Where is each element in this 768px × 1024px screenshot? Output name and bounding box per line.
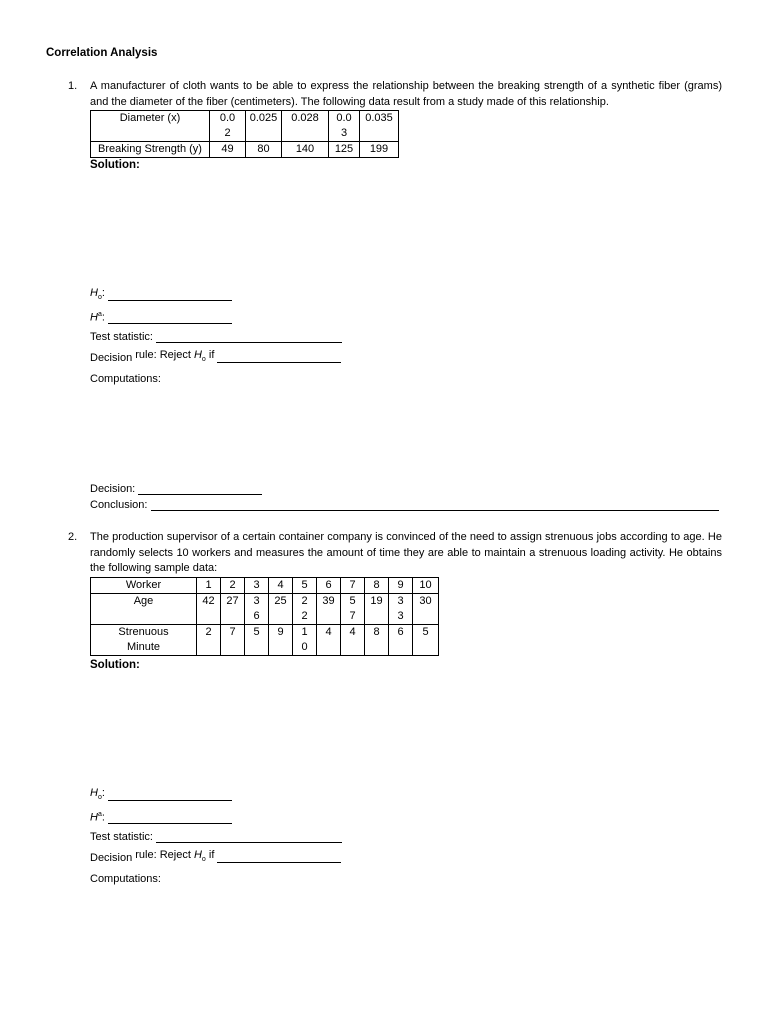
table-cell: 19: [365, 594, 389, 625]
question-1-number: 1.: [68, 80, 78, 92]
decision-rule-label: Decision: [90, 352, 133, 364]
table-row-label: Age: [91, 594, 197, 625]
table-cell: 49: [210, 142, 246, 158]
document-title: Correlation Analysis: [46, 47, 158, 59]
table-cell: 125: [329, 142, 360, 158]
table-cell: 8: [365, 625, 389, 656]
question-2-solution-label: Solution:: [90, 659, 140, 671]
table-cell: 7: [341, 578, 365, 594]
h-symbol: H: [90, 287, 98, 299]
decision-rule-if: if: [208, 849, 215, 861]
question-2-table: [90, 577, 439, 656]
table-cell: 4: [269, 578, 293, 594]
table-cell: 27: [221, 594, 245, 625]
table-row-label: Worker: [91, 578, 197, 594]
question-2-null-hypothesis: $H_o$:: [90, 787, 232, 801]
table-cell: 5: [413, 625, 439, 656]
question-2-number: 2.: [68, 531, 78, 543]
table-cell: 5: [293, 578, 317, 594]
h-subscript: o: [201, 856, 206, 864]
h-subscript: o: [201, 356, 206, 364]
question-1-table: [90, 110, 399, 158]
question-2-text: The production supervisor of a certain container company is convinced of the need to assign strenuous jobs according to age. He randomly selects 10 workers and measures the amount of time they are able to maintain a strenuous loading activity. He obtains the following sample data:: [90, 531, 722, 574]
question-1-decision: [90, 483, 262, 495]
table-cell: 42: [197, 594, 221, 625]
h-symbol: H: [90, 811, 98, 824]
table-cell: 5: [245, 625, 269, 656]
h-symbol: H: [90, 311, 98, 324]
test-statistic-label: Test statistic:: [90, 831, 153, 843]
question-1-conclusion: [90, 499, 719, 511]
table-cell: 8: [365, 578, 389, 594]
alt-hypothesis-blank[interactable]: [108, 823, 232, 824]
table-cell: 2: [197, 625, 221, 656]
h-symbol: H: [193, 349, 202, 361]
table-row-label: Breaking Strength (y): [91, 142, 210, 158]
h-subscript: o: [97, 294, 102, 302]
h-symbol: H: [90, 787, 98, 799]
question-2-test-statistic: [90, 831, 342, 843]
table-cell: 6: [389, 625, 413, 656]
table-cell: 30: [413, 594, 439, 625]
table-row: [91, 578, 439, 594]
table-cell: 0.025: [246, 111, 282, 142]
table-cell: 4: [341, 625, 365, 656]
table-cell: 10: [413, 578, 439, 594]
table-cell: 4: [317, 625, 341, 656]
table-cell: 25: [269, 594, 293, 625]
conclusion-blank[interactable]: [151, 510, 719, 511]
decision-rule-text: rule: Reject: [135, 349, 191, 361]
table-row: [91, 142, 399, 158]
h-superscript: a: [97, 811, 102, 818]
test-statistic-blank[interactable]: [156, 342, 342, 343]
table-cell: 1 0: [293, 625, 317, 656]
question-2-decision-rule: [90, 849, 341, 863]
table-cell: 2: [221, 578, 245, 594]
h-superscript: a: [97, 311, 102, 318]
decision-rule-blank[interactable]: [217, 862, 341, 863]
question-1-decision-rule: [90, 349, 341, 363]
question-1-alt-hypothesis: $H^a$:: [90, 311, 232, 324]
table-cell: 5 7: [341, 594, 365, 625]
table-cell: 2 2: [293, 594, 317, 625]
table-row: [91, 594, 439, 625]
table-row: [91, 625, 439, 656]
decision-rule-text: rule: Reject: [135, 849, 191, 861]
table-cell: 3 6: [245, 594, 269, 625]
conclusion-label: Conclusion:: [90, 499, 148, 511]
table-cell: 140: [282, 142, 329, 158]
null-hypothesis-blank[interactable]: [108, 300, 232, 301]
test-statistic-blank[interactable]: [156, 842, 342, 843]
table-cell: 80: [246, 142, 282, 158]
table-cell: 1: [197, 578, 221, 594]
table-row-label: Strenuous Minute: [91, 625, 197, 656]
question-1-null-hypothesis: $H_o$:: [90, 287, 232, 301]
decision-rule-label: Decision: [90, 852, 133, 864]
table-cell: 0.028: [282, 111, 329, 142]
question-2-computations-label: Computations:: [90, 873, 161, 885]
decision-rule-if: if: [208, 349, 215, 361]
test-statistic-label: Test statistic:: [90, 331, 153, 343]
table-cell: 0.0 2: [210, 111, 246, 142]
question-1-computations-label: Computations:: [90, 373, 161, 385]
table-cell: 0.0 3: [329, 111, 360, 142]
alt-hypothesis-blank[interactable]: [108, 323, 232, 324]
question-1-text: A manufacturer of cloth wants to be able to express the relationship between the breaking strength of a synthetic fiber (grams) and the diameter of the fiber (centimeters). The following data result from a study made of this relationship.: [90, 80, 722, 108]
decision-label: Decision:: [90, 483, 136, 495]
table-row-label: Diameter (x): [91, 111, 210, 142]
h-symbol: H: [193, 849, 202, 861]
table-cell: 3 3: [389, 594, 413, 625]
table-cell: 6: [317, 578, 341, 594]
table-cell: 9: [269, 625, 293, 656]
table-cell: 0.035: [360, 111, 399, 142]
h-subscript: o: [97, 794, 102, 802]
question-2-alt-hypothesis: $H^a$:: [90, 811, 232, 824]
table-cell: 39: [317, 594, 341, 625]
question-1-solution-label: Solution:: [90, 159, 140, 171]
table-cell: 199: [360, 142, 399, 158]
null-hypothesis-blank[interactable]: [108, 800, 232, 801]
table-row: [91, 111, 399, 142]
table-cell: 7: [221, 625, 245, 656]
decision-blank[interactable]: [138, 494, 262, 495]
table-cell: 9: [389, 578, 413, 594]
table-cell: 3: [245, 578, 269, 594]
question-1-test-statistic: [90, 331, 342, 343]
decision-rule-blank[interactable]: [217, 362, 341, 363]
